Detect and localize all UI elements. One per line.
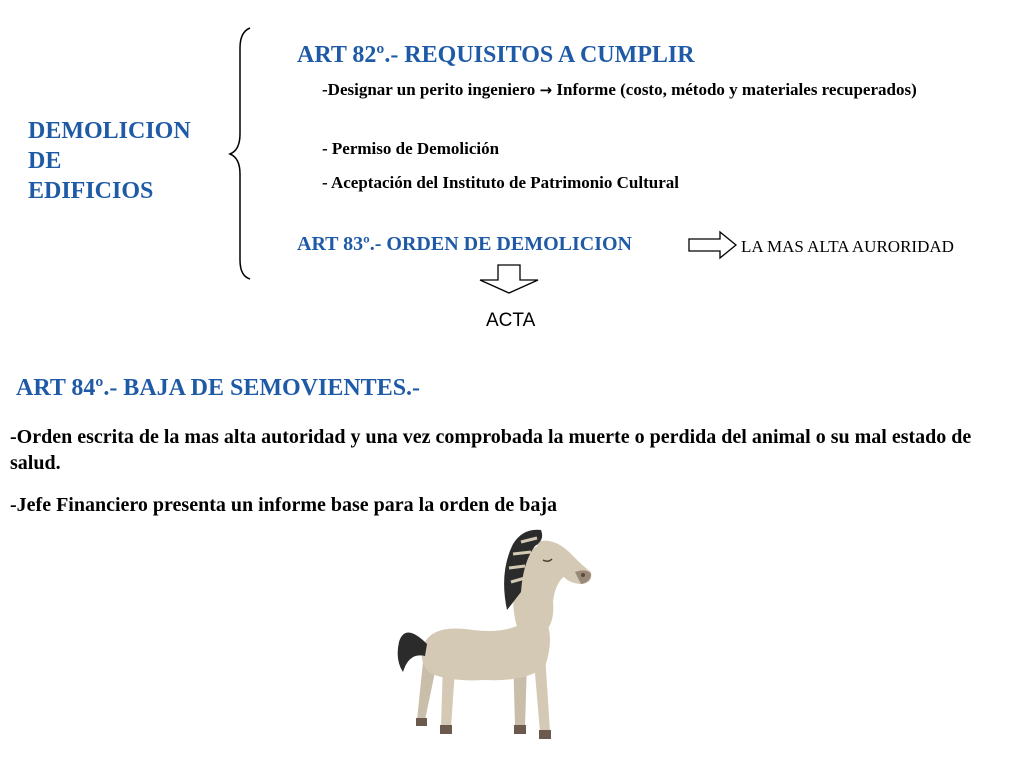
title-line-2: DE bbox=[28, 148, 62, 174]
left-curly-brace bbox=[228, 26, 258, 281]
art84-paragraph-jefe: -Jefe Financiero presenta un informe base para la orden de baja bbox=[10, 494, 558, 516]
art82-item-permiso: - Permiso de Demolición bbox=[322, 139, 500, 158]
title-line-3: EDIFICIOS bbox=[28, 178, 154, 204]
block-down-arrow-icon bbox=[478, 264, 540, 294]
section-title-demolicion bbox=[28, 116, 191, 206]
art82-item1-text-b: Informe (costo, método y materiales recuperados) bbox=[552, 80, 917, 99]
art84-paragraph-orden: -Orden escrita de la mas alta autoridad y una vez comprobada la muerte o perdida del animal o su mal estado de salud. bbox=[10, 426, 972, 474]
art82-item-perito bbox=[322, 79, 932, 101]
right-arrow-icon: → bbox=[539, 81, 553, 99]
horse-illustration bbox=[395, 522, 595, 747]
art82-item1-text-a: -Designar un perito ingeniero bbox=[322, 80, 540, 99]
art83-heading: ART 83º.- ORDEN DE DEMOLICION bbox=[297, 233, 632, 255]
art82-item-aceptacion: - Aceptación del Instituto de Patrimonio Cultural bbox=[322, 173, 679, 192]
art84-heading: ART 84º.- BAJA DE SEMOVIENTES.- bbox=[16, 375, 421, 401]
art82-heading: ART 82º.- REQUISITOS A CUMPLIR bbox=[297, 42, 695, 68]
block-right-arrow-icon bbox=[688, 230, 738, 260]
title-line-1: DEMOLICION bbox=[28, 118, 191, 144]
mas-alta-autoridad-label: LA MAS ALTA AURORIDAD bbox=[741, 237, 954, 256]
acta-label: ACTA bbox=[486, 310, 536, 331]
